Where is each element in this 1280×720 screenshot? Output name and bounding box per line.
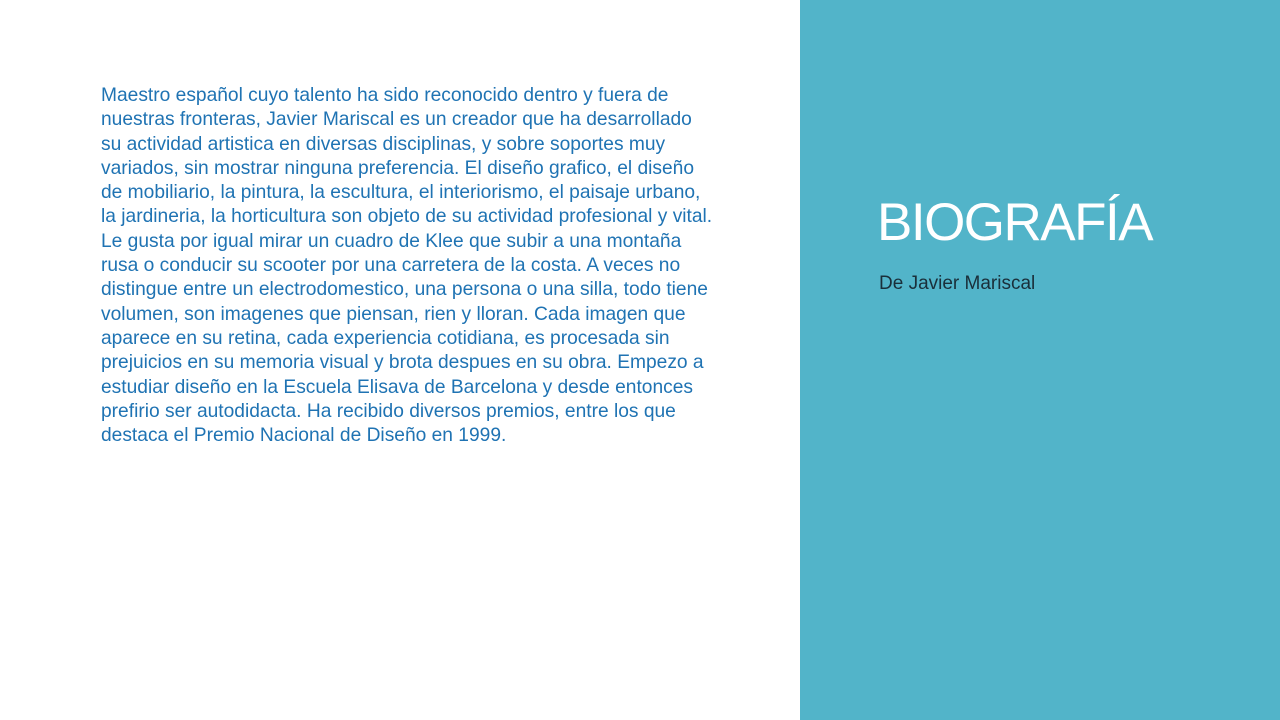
accent-panel [800, 0, 1280, 720]
biography-text: Maestro español cuyo talento ha sido reconocido dentro y fuera de nuestras fronteras, Javier Mariscal es un creador que ha desarrollado su actividad artistica en diversas disciplinas, y sobre soportes muy variados, sin mostrar ninguna preferencia. El diseño grafico, el diseño de mobiliario, la pintura, la escultura, el interiorismo, el paisaje urbano, la jardineria, la horticultura son objeto de su actividad profesional y vital. Le gusta por igual mirar un cuadro de Klee que subir a una montaña rusa o conducir su scooter por una carretera de la costa. A veces no distingue entre un electrodomestico, una persona o una silla, todo tiene volumen, son imagenes que piensan, rien y lloran. Cada imagen que aparece en su retina, cada experiencia cotidiana, es procesada sin prejuicios en su memoria visual y brota despues en su obra. Empezo a estudiar diseño en la Escuela Elisava de Barcelona y desde entonces prefirio ser autodidacta. Ha recibido diversos premios, entre los que destaca el Premio Nacional de Diseño en 1999. [101, 85, 713, 447]
slide-subtitle: De Javier Mariscal [879, 273, 1036, 294]
slide-title: BIOGRAFÍA [877, 193, 1153, 252]
